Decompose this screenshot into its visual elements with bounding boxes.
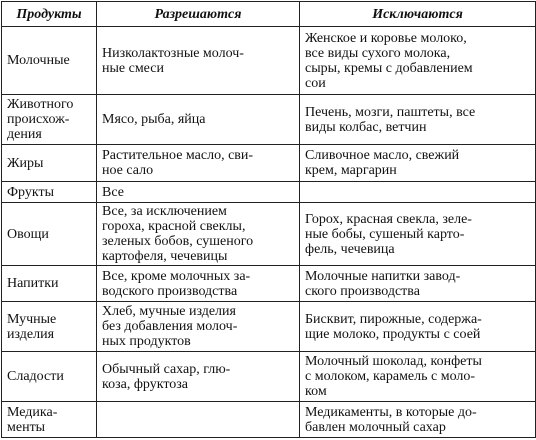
header-excluded: Исключаются — [300, 2, 536, 27]
table-row — [2, 266, 536, 302]
product-cell: Сладости — [2, 352, 97, 402]
excluded-cell: Сливочное масло, свежий крем, маргарин — [300, 145, 536, 182]
product-cell: Фрукты — [2, 182, 97, 203]
excluded-cell: Горох, красная свекла, зеле- ные бобы, сушеный карто- фель, чечевица — [300, 203, 536, 266]
excluded-cell: Женское и коровье молоко, все виды сухого молока, сыры, кремы с добавлением сои — [300, 27, 536, 95]
allowed-cell: Растительное масло, сви- ное сало — [97, 145, 300, 182]
excluded-cell: Бисквит, пирожные, содержа- щие молоко, продукты с соей — [300, 302, 536, 352]
allowed-cell — [97, 402, 300, 438]
product-cell: Мучные изделия — [2, 302, 97, 352]
excluded-cell: Печень, мозги, паштеты, все виды колбас, ветчин — [300, 95, 536, 145]
diet-table — [1, 1, 536, 438]
table-row — [2, 145, 536, 182]
header-products: Продукты — [2, 2, 97, 27]
table-row — [2, 402, 536, 438]
product-cell: Жиры — [2, 145, 97, 182]
excluded-cell — [300, 182, 536, 203]
product-cell: Напитки — [2, 266, 97, 302]
allowed-cell: Обычный сахар, глю- коза, фруктоза — [97, 352, 300, 402]
allowed-cell: Мясо, рыба, яйца — [97, 95, 300, 145]
excluded-cell: Медикаменты, в которые до- бавлен молочный сахар — [300, 402, 536, 438]
table-row — [2, 27, 536, 95]
allowed-cell: Хлеб, мучные изделия без добавления молоч- ных продуктов — [97, 302, 300, 352]
table-row — [2, 203, 536, 266]
table-row — [2, 302, 536, 352]
table-row — [2, 182, 536, 203]
table-row — [2, 352, 536, 402]
excluded-cell: Молочные напитки завод- ского производства — [300, 266, 536, 302]
allowed-cell: Все — [97, 182, 300, 203]
allowed-cell: Низколактозные молоч- ные смеси — [97, 27, 300, 95]
excluded-cell: Молочный шоколад, конфеты с молоком, карамель с моло- ком — [300, 352, 536, 402]
allowed-cell: Все, за исключением гороха, красной свеклы, зеленых бобов, сушеного картофеля, чечевицы — [97, 203, 300, 266]
product-cell: Животного происхож- дения — [2, 95, 97, 145]
product-cell: Овощи — [2, 203, 97, 266]
table-row — [2, 95, 536, 145]
product-cell: Медика- менты — [2, 402, 97, 438]
allowed-cell: Все, кроме молочных за- водского производства — [97, 266, 300, 302]
header-row — [2, 2, 536, 27]
product-cell: Молочные — [2, 27, 97, 95]
header-allowed: Разрешаются — [97, 2, 300, 27]
